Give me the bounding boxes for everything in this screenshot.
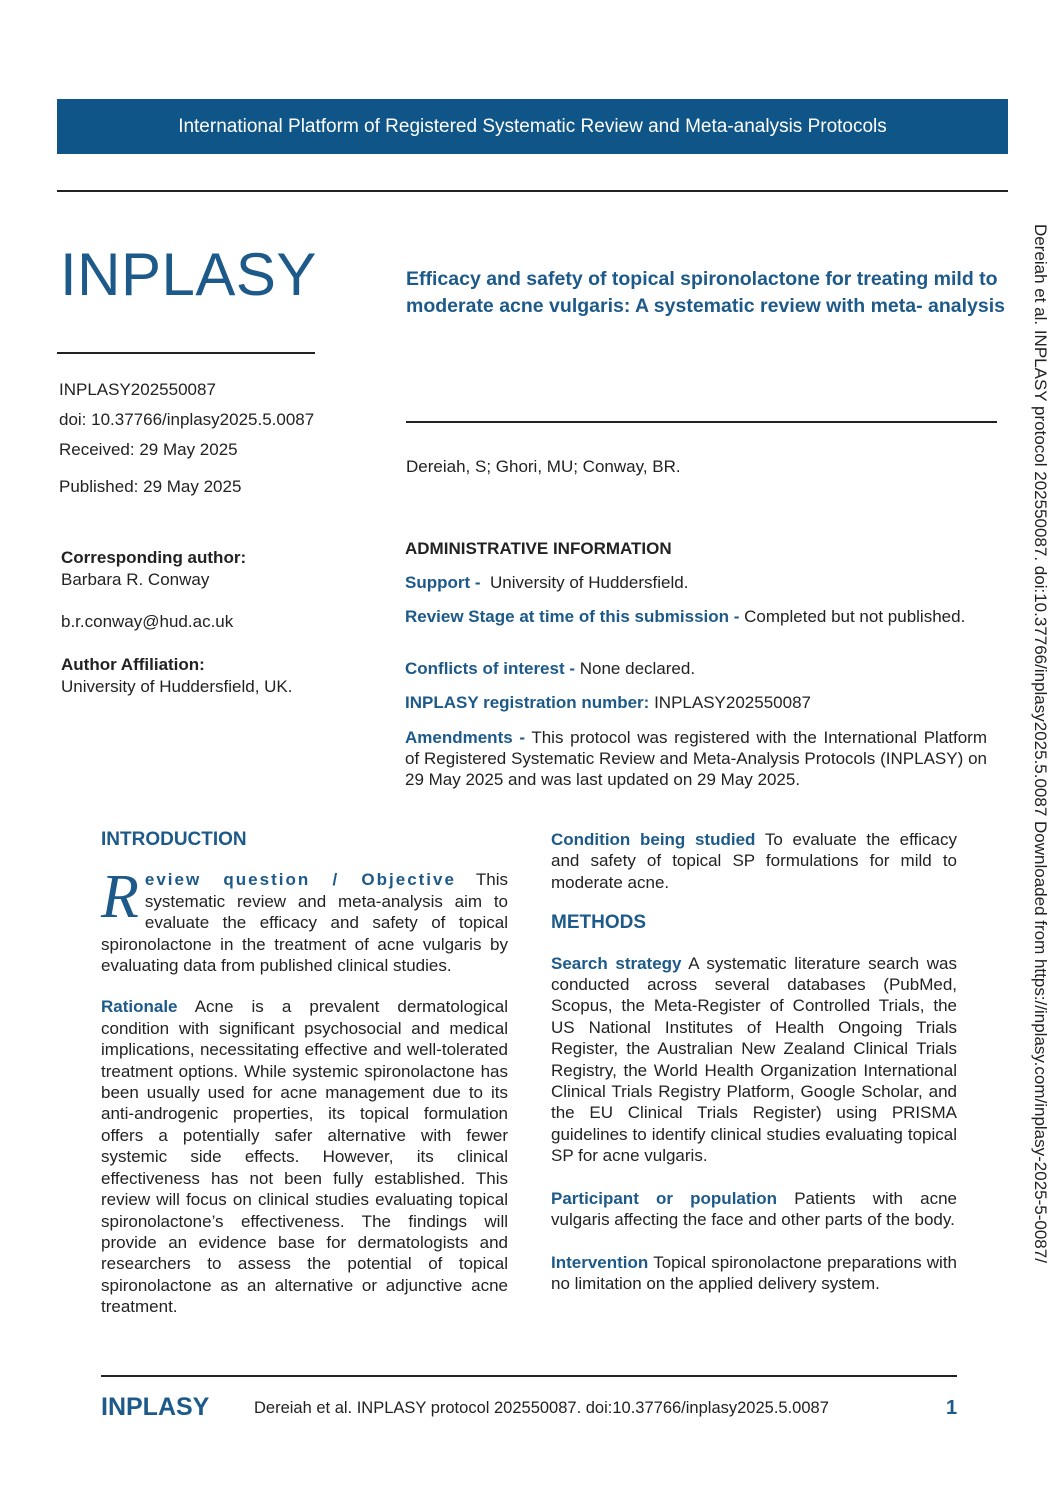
conflicts-value: None declared. — [579, 659, 696, 678]
received-date: Received: 29 May 2025 — [59, 440, 238, 459]
search-strategy-label: Search strategy — [551, 953, 682, 973]
brand-divider — [57, 352, 315, 354]
participant-text: Patients with acne vulgaris affecting the face and other parts of the body. — [551, 1188, 958, 1230]
protocol-id: INPLASY202550087 — [59, 380, 216, 399]
introduction-heading: INTRODUCTION — [101, 829, 247, 850]
condition-paragraph — [551, 829, 957, 893]
brand-logo-text: INPLASY — [60, 241, 317, 308]
participant-label: Participant or population — [551, 1188, 778, 1208]
methods-heading: METHODS — [551, 912, 646, 934]
review-stage-value: Completed but not published. — [744, 607, 966, 626]
corresponding-author-email[interactable]: b.r.conway@hud.ac.uk — [61, 612, 234, 631]
support-value: University of Huddersfield. — [490, 573, 689, 592]
paper-title: Efficacy and safety of topical spironolactone for treating mild to moderate acne vulgaris: A systematic review with meta- analysis — [406, 268, 1005, 317]
footer-citation: Dereiah et al. INPLASY protocol 202550087. doi:10.37766/inplasy2025.5.0087 — [254, 1399, 829, 1417]
review-question-text: This systematic review and meta-analysis aim to evaluate the efficacy and safety of topical spironolactone in the treatment of acne vulgaris by evaluating data from published clinical studies. — [101, 870, 508, 976]
registration-label: INPLASY registration number: — [405, 693, 650, 712]
footer-brand: INPLASY — [101, 1393, 210, 1421]
review-stage-label: Review Stage at time of this submission - — [405, 607, 740, 626]
corresponding-author-label: Corresponding author: — [61, 548, 247, 567]
author-affiliation-label: Author Affiliation: — [61, 655, 205, 674]
conflicts-label: Conflicts of interest - — [405, 659, 576, 678]
side-download-note: Dereiah et al. INPLASY protocol 202550087. doi:10.37766/inplasy2025.5.0087 Downloaded from https://inplasy.com/inplasy-2025-5-0087/ — [1031, 224, 1050, 1263]
condition-text: To evaluate the efficacy and safety of topical SP formulations for mild to moderate acne. — [551, 830, 958, 892]
registration-value: INPLASY202550087 — [654, 693, 811, 712]
banner-text: International Platform of Registered Systematic Review and Meta-analysis Protocols — [178, 115, 887, 137]
page-number: 1 — [946, 1397, 958, 1419]
right-column — [551, 829, 957, 1294]
review-question-paragraph — [101, 863, 508, 976]
intervention-paragraph — [551, 1252, 957, 1295]
admin-heading: ADMINISTRATIVE INFORMATION — [405, 539, 672, 558]
author-affiliation-value: University of Huddersfield, UK. — [61, 677, 293, 696]
drop-cap: R — [101, 863, 139, 932]
participant-paragraph — [551, 1188, 957, 1231]
review-question-label: eview question / Objective — [144, 870, 456, 890]
search-strategy-text: A systematic literature search was conducted across several databases (PubMed, Scopus, the Meta-Register of Controlled Trials, the US National Institutes of Health Ongoing Trials Register, the Australian New Zealand Clinical Trials Registry, the World Health Organization International Clinical Trials Registry Platform, Google Scholar, and the EU Clinical Trials Register) using PRISMA guidelines to identify clinical studies evaluating topical SP for acne vulgaris. — [551, 953, 957, 1166]
admin-support — [405, 572, 987, 593]
support-label: Support - — [405, 573, 481, 592]
amendments-value: This protocol was registered with the International Platform of Registered Systematic Review and Meta-Analysis Protocols (INPLASY) on 29 May 2025 and was last updated on 29 May 2025. — [405, 728, 987, 789]
published-date: Published: 29 May 2025 — [59, 477, 242, 496]
doi: doi: 10.37766/inplasy2025.5.0087 — [59, 410, 315, 429]
amendments-label: Amendments - — [405, 728, 525, 747]
footer-divider — [101, 1375, 957, 1377]
header-banner — [57, 99, 1008, 154]
rationale-paragraph — [101, 996, 508, 1317]
corresponding-author-name: Barbara R. Conway — [61, 570, 210, 589]
left-column — [101, 829, 508, 1318]
condition-label: Condition being studied — [551, 830, 756, 849]
intervention-text: Topical spironolactone preparations with no limitation on the applied delivery system. — [551, 1252, 957, 1293]
admin-registration — [405, 692, 987, 713]
rationale-label: Rationale — [101, 997, 178, 1017]
author-list: Dereiah, S; Ghori, MU; Conway, BR. — [406, 457, 681, 476]
top-divider — [57, 190, 1008, 192]
rationale-text: Acne is a prevalent dermatological condition with significant psychosocial and medical implications, necessitating effective and well-tolerated treatment options. While systemic spironolactone has been usually used for acne management due to its anti-androgenic properties, its topical formulation offers a potentially safer alternative with fewer systemic side effects. However, its clinical effectiveness has not been fully established. This review will focus on clinical studies evaluating topical spironolactone’s effectiveness. The findings will provide an evidence base for dermatologists and researchers to assess the potential of topical spironolactone as an alternative or adjunctive acne treatment. — [101, 997, 508, 1317]
admin-review-stage — [405, 606, 987, 627]
title-divider — [406, 421, 997, 423]
admin-amendments — [405, 727, 987, 790]
search-strategy-paragraph — [551, 953, 957, 1167]
admin-conflicts — [405, 658, 987, 679]
intervention-label: Intervention — [551, 1252, 649, 1272]
